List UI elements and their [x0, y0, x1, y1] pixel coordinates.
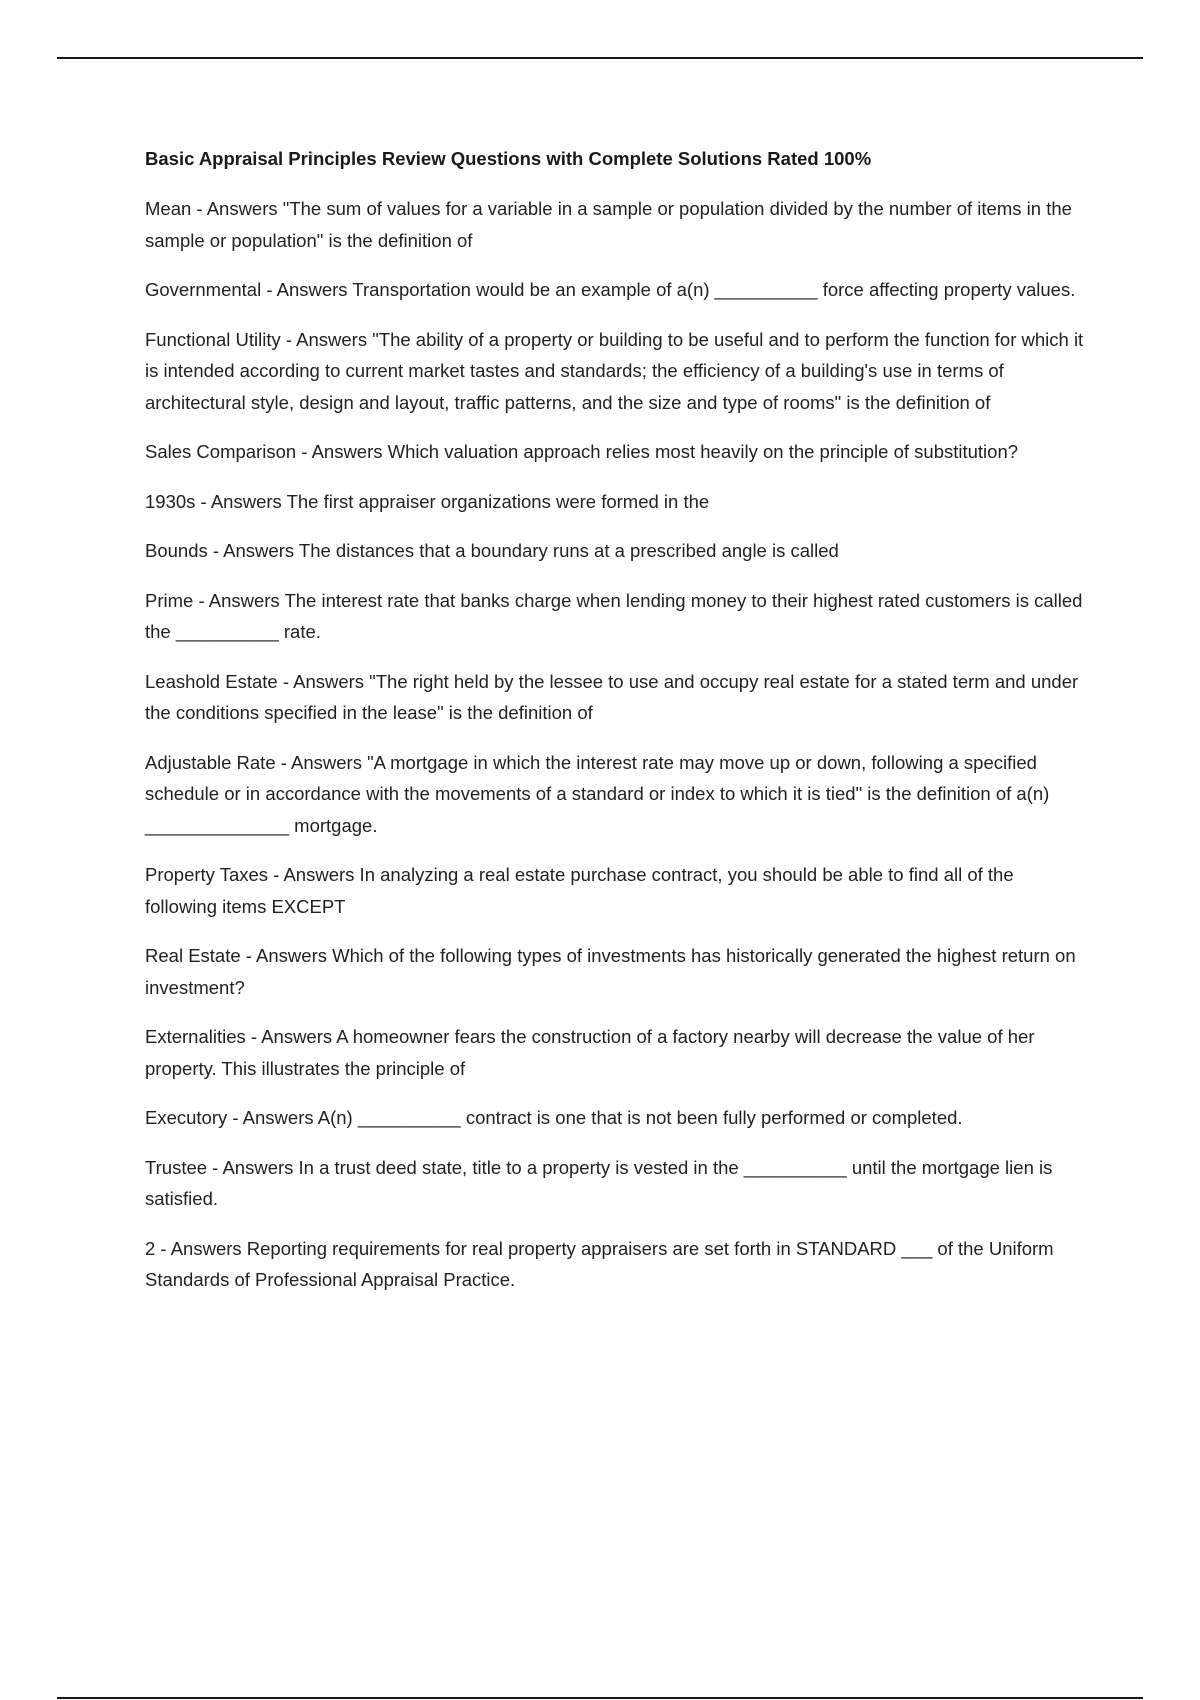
qa-item: Prime - Answers The interest rate that banks charge when lending money to their highest rated customers is called the __________ rate.	[145, 589, 1083, 642]
document-body	[145, 145, 1085, 1314]
footer-rule	[57, 1697, 1143, 1699]
qa-item: Externalities - Answers A homeowner fears the construction of a factory nearby will decrease the value of her property. This illustrates the principle of	[145, 1026, 1035, 1079]
qa-item: Sales Comparison - Answers Which valuation approach relies most heavily on the principle of substitution?	[145, 441, 1019, 462]
qa-item: Bounds - Answers The distances that a boundary runs at a prescribed angle is called	[145, 540, 839, 561]
qa-item: 1930s - Answers The first appraiser organizations were formed in the	[145, 490, 710, 512]
header-rule	[57, 57, 1143, 59]
qa-item: Mean - Answers "The sum of values for a variable in a sample or population divided by the number of items in the sample or population" is the definition of	[145, 198, 1072, 251]
qa-item: Executory - Answers A(n) __________ contract is one that is not been fully performed or completed.	[145, 1107, 963, 1128]
qa-item: Functional Utility - Answers "The ability of a property or building to be useful and to perform the function for which it is intended according to current market tastes and standards; the efficiency of a building's use in terms of architectural style, design and layout, traffic patterns, and the size and type of rooms" is the definition of	[145, 328, 1084, 413]
qa-item: 2 - Answers Reporting requirements for real property appraisers are set forth in STANDARD ___ of the Uniform Standards of Professional Appraisal Practice.	[145, 1237, 1054, 1290]
qa-item: Adjustable Rate - Answers "A mortgage in which the interest rate may move up or down, following a specified schedule or in accordance with the movements of a standard or index to which it is tied" is the definition of a(n) ______________ mortgage.	[145, 751, 1050, 836]
qa-item: Real Estate - Answers Which of the following types of investments has historically generated the highest return on investment?	[145, 945, 1076, 998]
qa-item: Leashold Estate - Answers "The right held by the lessee to use and occupy real estate for a stated term and under the conditions specified in the lease" is the definition of	[145, 670, 1079, 723]
qa-item: Governmental - Answers Transportation would be an example of a(n) __________ force affecting property values.	[145, 279, 1076, 300]
qa-item: Property Taxes - Answers In analyzing a real estate purchase contract, you should be able to find all of the following items EXCEPT	[145, 864, 1014, 917]
document-title: Basic Appraisal Principles Review Questions with Complete Solutions Rated 100%	[145, 148, 872, 169]
qa-item: Trustee - Answers In a trust deed state, title to a property is vested in the __________ until the mortgage lien is satisfied.	[145, 1156, 1053, 1209]
